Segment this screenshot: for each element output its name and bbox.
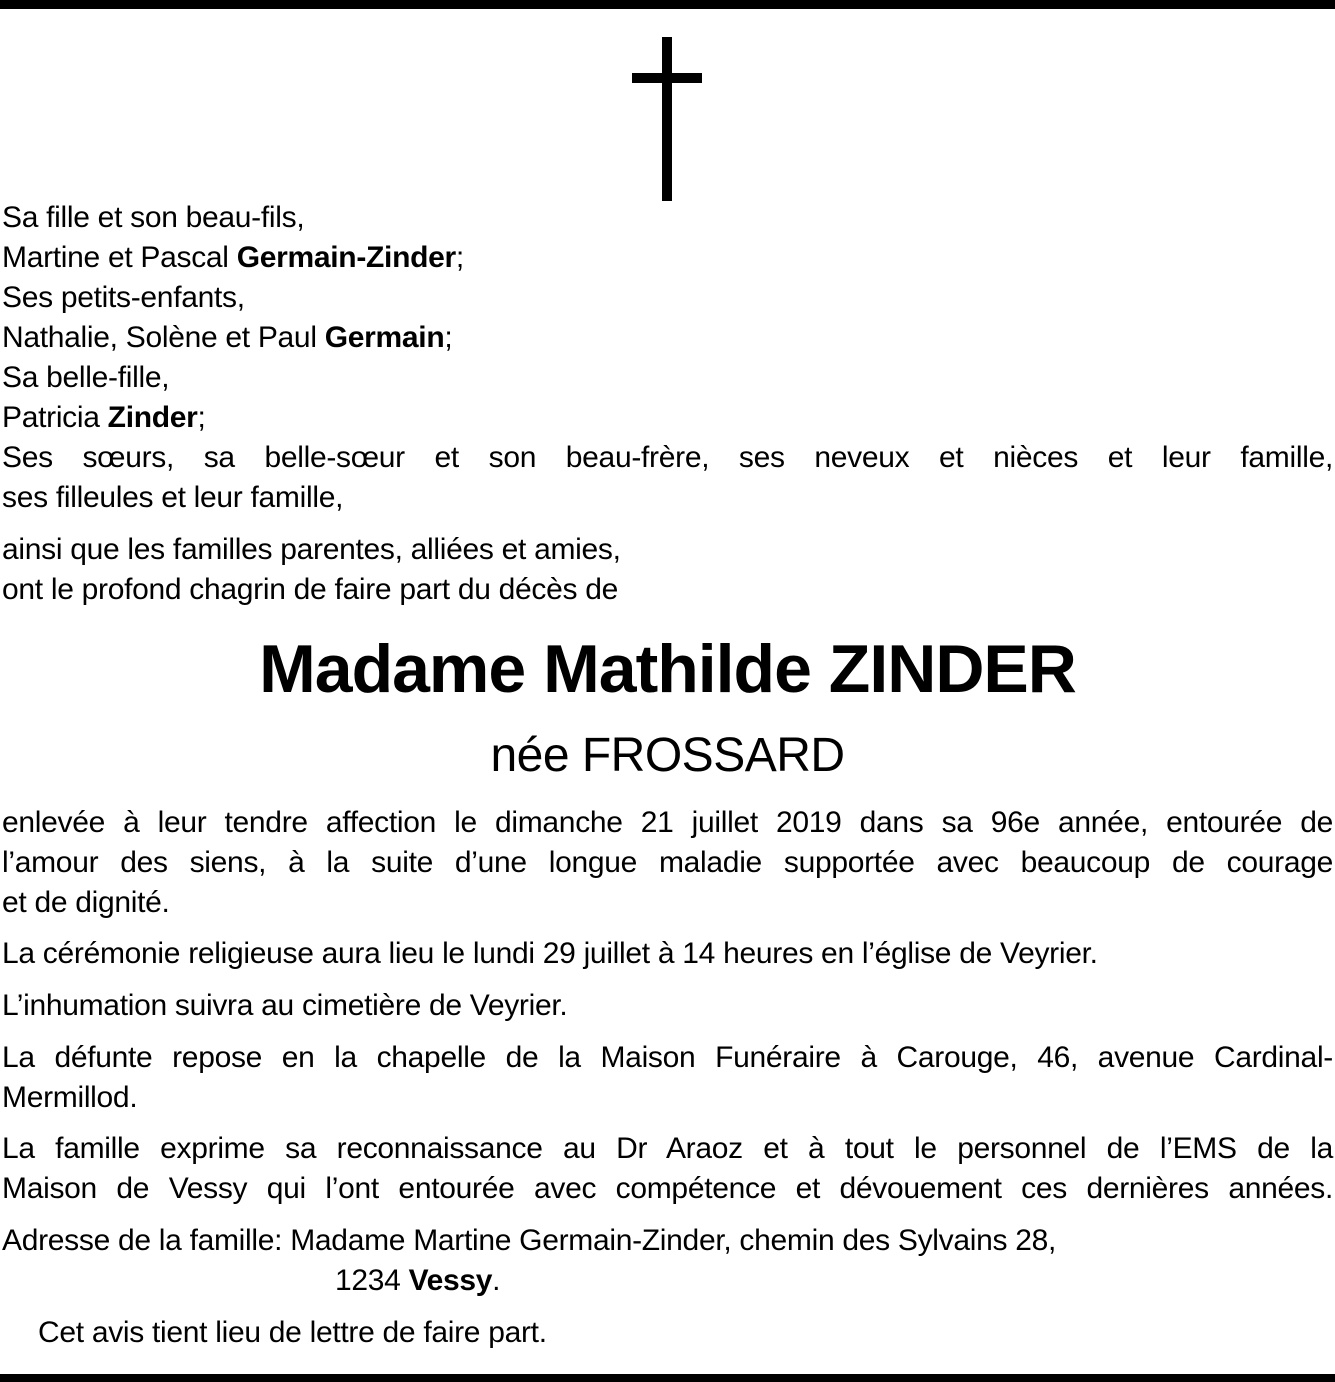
closing-note: Cet avis tient lieu de lettre de faire part. [38,1316,547,1349]
body-p1-line-1: enlevée à leur tendre affection le dimanche 21 juillet 2019 dans sa 96e année, entourée de [2,806,1333,839]
family-line-1: Sa fille et son beau-fils, [2,201,305,234]
thanks-line-2: Maison de Vessy qui l’ont entourée avec compétence et dévouement ces dernières années. [2,1172,1333,1205]
family-line-2: Martine et Pascal Germain-Zinder; [2,241,464,274]
top-border [0,0,1335,9]
ceremony-text: La cérémonie religieuse aura lieu le lundi 29 juillet à 14 heures en l’église de Veyrier. [2,937,1098,970]
body-p1-line-2: l’amour des siens, à la suite d’une longue maladie supportée avec beaucoup de courage [2,846,1333,879]
family-line-4: Nathalie, Solène et Paul Germain; [2,321,453,354]
cross-icon [632,37,702,201]
rest-place-line-1: La défunte repose en la chapelle de la Maison Funéraire à Carouge, 46, avenue Cardinal- [2,1041,1333,1074]
family-line-6: Patricia Zinder; [2,401,206,434]
thanks-line-1: La famille exprime sa reconnaissance au Dr Araoz et à tout le personnel de l’EMS de la [2,1132,1333,1165]
announce-line-1: ainsi que les familles parentes, alliées et amies, [2,533,621,566]
family-line-5: Sa belle-fille, [2,361,170,394]
deceased-name: Madame Mathilde ZINDER [259,631,1076,707]
maiden-name: née FROSSARD [490,729,845,782]
family-line-8: ses filleules et leur famille, [2,481,344,514]
address-line-2: 1234 Vessy. [335,1264,501,1297]
family-line-7: Ses sœurs, sa belle-sœur et son beau-frère, ses neveux et nièces et leur famille, [2,441,1333,474]
body-p1-line-3: et de dignité. [2,886,170,919]
rest-place-line-2: Mermillod. [2,1081,138,1114]
announce-line-2: ont le profond chagrin de faire part du décès de [2,573,619,606]
bottom-border [0,1374,1335,1382]
family-line-3: Ses petits-enfants, [2,281,245,314]
burial-text: L’inhumation suivra au cimetière de Veyrier. [2,989,568,1022]
address-line-1: Adresse de la famille: Madame Martine Germain-Zinder, chemin des Sylvains 28, [2,1224,1057,1257]
